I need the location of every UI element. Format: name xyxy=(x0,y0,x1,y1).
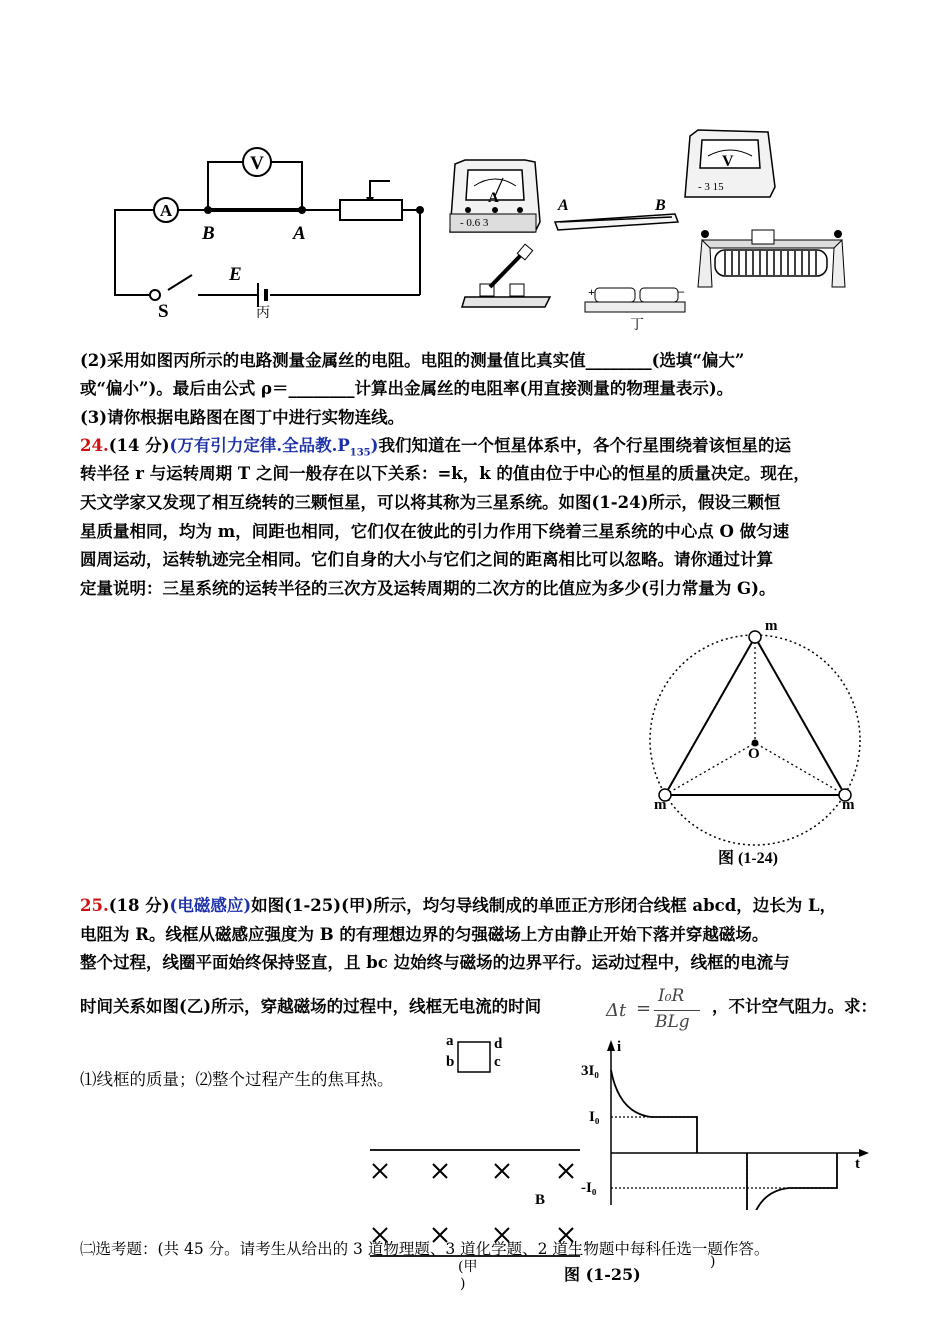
mass-label-left: m xyxy=(654,797,667,813)
q24-line5: 圆周运动，运转轨迹完全相同。它们自身的大小与它们之间的距离相比可以忽略。请你通过计算 xyxy=(80,550,773,569)
circuit-diagram xyxy=(100,135,440,325)
three-star-figure xyxy=(640,615,880,875)
fig-jia-close: ) xyxy=(460,1276,466,1292)
q24-tag: (万有引力定律.全品教$.P_{135}$) xyxy=(169,436,379,459)
corner-c: c xyxy=(494,1054,501,1070)
fig24-caption: 图 (1-24) xyxy=(718,850,778,867)
tick-3i0: 3I₀ xyxy=(581,1063,599,1079)
q25-line3: 整个过程，线圈平面始终保持竖直，且 bc 边始终与磁场的边界平行。运动过程中，线框的电流与 xyxy=(80,953,790,972)
point-b-label: B xyxy=(202,223,215,244)
wire-end-b: B xyxy=(655,197,666,214)
sliding-rheostat xyxy=(698,230,845,287)
q24-line2: 转半径 r 与运转周期 T 之间一般存在以下关系：=k，k 的值由位于中心的恒星的质量决定。现在， xyxy=(80,464,810,483)
coil-square xyxy=(458,1042,490,1072)
rheostat xyxy=(340,200,402,220)
current-time-graph xyxy=(575,1035,875,1210)
apparatus-caption: 丁 xyxy=(630,318,644,333)
tick-i0: I₀ xyxy=(589,1109,600,1125)
q24-line4: 星质量相同，均为 m，间距也相同，它们仅在彼此的引力作用下绕着三星系统的中心点 O 做匀速 xyxy=(80,522,790,541)
negative-current-curve xyxy=(747,1153,837,1210)
voltmeter-label: V xyxy=(250,153,264,174)
corner-b: b xyxy=(446,1054,455,1070)
q25-line1 xyxy=(80,892,836,916)
i-axis-label: i xyxy=(617,1039,622,1055)
q24-line6: 定量说明：三星系统的运转半径的三次方及运转周期的二次方的比值应为多少(引力常量为 G)。 xyxy=(80,579,776,598)
star-top xyxy=(749,631,761,643)
mass-label-top: m xyxy=(765,618,778,634)
q24-text-start: 我们知道在一个恒星体系中，各个行星围绕着该恒星的运 xyxy=(378,436,791,455)
q25-score: (18 分) xyxy=(108,896,170,915)
wire-board xyxy=(555,197,678,230)
q24-line3: 天文学家又发现了相互绕转的三颗恒星，可以将其称为三星系统。如图(1-24)所示，假设三颗恒 xyxy=(80,493,781,512)
svg-text:−: − xyxy=(678,285,685,299)
part2-line1: (2)采用如图丙所示的电路测量金属丝的电阻。电阻的测量值比真实值________(选填“偏大” xyxy=(80,351,745,370)
part3-line: (3)请你根据电路图在图丁中进行实物连线。 xyxy=(80,408,405,427)
switch-label: S xyxy=(158,301,169,322)
voltmeter-device xyxy=(685,130,775,197)
ammeter-label: A xyxy=(159,201,173,220)
ammeter-scale: - 0.6 3 xyxy=(460,217,489,229)
emf-label: E xyxy=(229,264,242,285)
tick-neg-i0: -I₀ xyxy=(581,1180,597,1196)
circuit-caption: 丙 xyxy=(256,306,270,321)
voltmeter-device-label: V xyxy=(722,153,734,170)
q24-number: 24. xyxy=(80,436,109,455)
q24-line1 xyxy=(80,432,791,458)
star-triangle xyxy=(665,637,845,795)
q25-line4a: 时间关系如图(乙)所示，穿越磁场的过程中，线框无电流的时间 xyxy=(80,997,542,1016)
center-label: O xyxy=(748,746,760,762)
svg-text:+: + xyxy=(588,285,595,299)
q25-line4b: ，不计空气阻力。求： xyxy=(712,997,877,1016)
positive-current-curve xyxy=(611,1070,697,1153)
corner-a: a xyxy=(446,1033,454,1049)
q25-text-start: 如图(1-25)(甲)所示，均匀导线制成的单匝正方形闭合线框 abcd，边长为 L， xyxy=(251,896,837,915)
mass-label-right: m xyxy=(842,797,855,813)
voltmeter-scale: - 3 15 xyxy=(698,181,724,193)
fig25-caption: 图 (1-25) xyxy=(564,1265,641,1284)
q25-tag: (电磁感应) xyxy=(169,896,252,915)
delta-t-formula: Δt = I₀R BLg xyxy=(606,986,716,1036)
q24-score: (14 分) xyxy=(108,436,170,455)
corner-d: d xyxy=(494,1036,503,1052)
fig-yi-close: ) xyxy=(710,1254,716,1270)
q25-number: 25. xyxy=(80,896,109,915)
q25-subquestions: ⑴线框的质量；⑵整个过程产生的焦耳热。 xyxy=(80,1070,394,1089)
knife-switch xyxy=(462,244,550,307)
t-axis-label: t xyxy=(855,1156,860,1172)
apparatus-diagram xyxy=(440,122,890,337)
q25-line2: 电阻为 R。线框从磁感应强度为 B 的有理想边界的匀强磁场上方由静止开始下落并穿越磁场。 xyxy=(80,925,769,944)
coil-figure xyxy=(440,1032,510,1082)
field-label-b: B xyxy=(535,1192,546,1208)
part2-line2: 或“偏小”)。最后由公式 ρ＝________计算出金属丝的电阻率(用直接测量的物理量表示)。 xyxy=(80,379,734,398)
wire-end-a: A xyxy=(558,197,569,214)
battery-holder xyxy=(585,285,685,333)
elective-note: ㈡选考题：(共 45 分。请考生从给出的 3 道物理题、3 道化学题、2 道生物题中每科任选一题作答。 xyxy=(80,1240,770,1258)
point-a-label: A xyxy=(293,223,306,244)
ammeter-device xyxy=(450,160,540,232)
fig-jia-label: (甲 xyxy=(458,1259,478,1275)
ammeter-device-label: A xyxy=(488,190,499,206)
